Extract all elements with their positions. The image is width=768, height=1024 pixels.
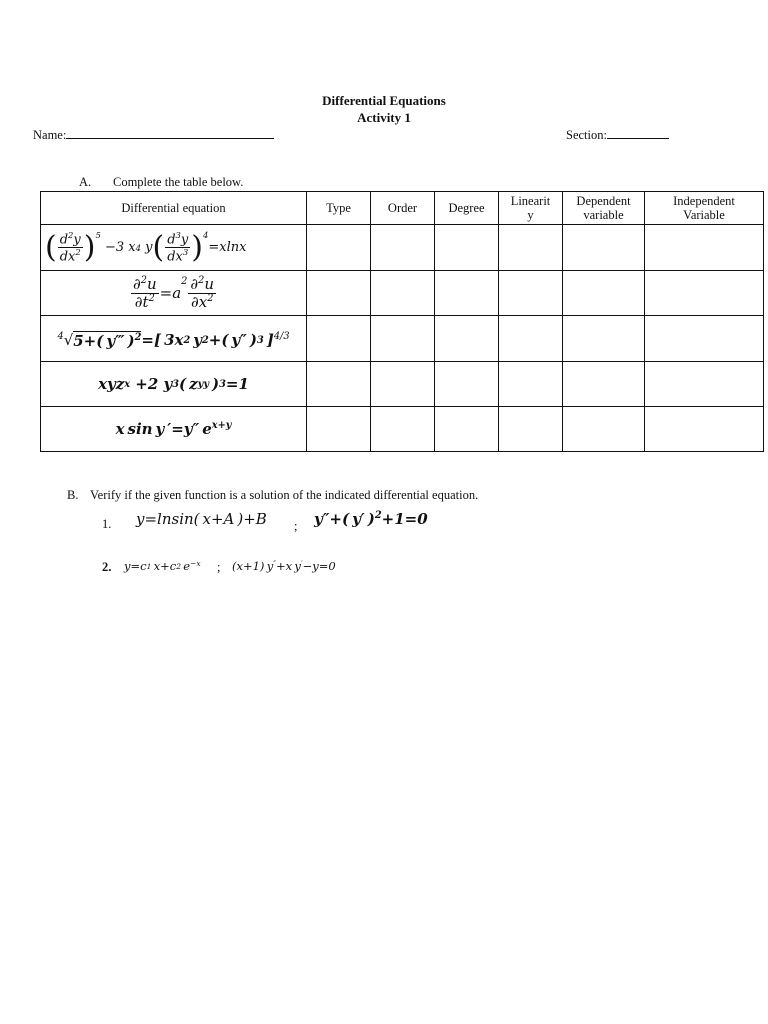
part-b-instruction: Verify if the given function is a solution of the indicated differential equation. xyxy=(90,488,479,502)
dependent-variable-cell[interactable] xyxy=(563,271,645,316)
equation-3: 4 √ 5+( y‴ )$^2$ =[ 3x 2 y 2 +( y″ ) 3 ] $^{4/3}$ xyxy=(57,330,290,350)
type-cell[interactable] xyxy=(307,407,371,452)
linearity-cell[interactable] xyxy=(499,271,563,316)
section-field xyxy=(566,126,669,143)
part-b-label: B. xyxy=(67,488,79,502)
equation-4: xyz x +2 y 3 ( z yy ) 3 =1 xyxy=(98,375,249,393)
header-type: Type xyxy=(307,192,371,225)
equation-cell xyxy=(41,362,307,407)
equation-1: ( $\frac{d^2y}{dx^2}$ ) $^5$ −3 x 4 y ( $\frac{d^3y}{dx^3}$ ) $^4$ =xlnx xyxy=(45,230,247,265)
table-row xyxy=(41,316,764,362)
name-label: Name: xyxy=(33,128,67,142)
header-degree: Degree xyxy=(435,192,499,225)
header-order: Order xyxy=(371,192,435,225)
linearity-cell[interactable] xyxy=(499,316,563,362)
section-label: Section: xyxy=(566,128,607,142)
type-cell[interactable] xyxy=(307,225,371,271)
item-1-equation: y″+( y′ ) 2 +1=0 xyxy=(314,510,428,528)
part-a-instruction: Complete the table below. xyxy=(113,175,244,189)
equation-cell xyxy=(41,225,307,271)
table-header-row xyxy=(41,192,764,225)
independent-variable-cell[interactable] xyxy=(645,225,764,271)
type-cell[interactable] xyxy=(307,362,371,407)
item-2-separator: ; xyxy=(217,560,221,574)
degree-cell[interactable] xyxy=(435,407,499,452)
type-cell[interactable] xyxy=(307,316,371,362)
independent-variable-cell[interactable] xyxy=(645,362,764,407)
header-differential-equation: Differential equation xyxy=(41,192,307,225)
document-title: Differential Equations xyxy=(322,93,446,108)
independent-variable-cell[interactable] xyxy=(645,316,764,362)
dependent-variable-cell[interactable] xyxy=(563,407,645,452)
header-linearity: Linearit y xyxy=(499,192,563,225)
equation-cell xyxy=(41,271,307,316)
table-row xyxy=(41,407,764,452)
order-cell[interactable] xyxy=(371,225,435,271)
table-row xyxy=(41,225,764,271)
degree-cell[interactable] xyxy=(435,271,499,316)
order-cell[interactable] xyxy=(371,316,435,362)
item-1-separator: ; xyxy=(294,519,298,533)
item-2-equation: (x+1) y ″ +x y ′ −y=0 xyxy=(232,559,336,573)
item-2-function: y=c 1 x+c 2 e $^{-x}$ xyxy=(124,559,201,573)
order-cell[interactable] xyxy=(371,407,435,452)
equation-2: $\frac{\partial^2u}{\partial t^2}$ =a $^2$ $\frac{\partial^2u}{\partial x^2}$ xyxy=(132,274,215,311)
dependent-variable-cell[interactable] xyxy=(563,316,645,362)
linearity-cell[interactable] xyxy=(499,362,563,407)
linearity-cell[interactable] xyxy=(499,225,563,271)
header-independent-variable: Independent Variable xyxy=(645,192,764,225)
degree-cell[interactable] xyxy=(435,225,499,271)
table-row xyxy=(41,271,764,316)
item-2-number: 2. xyxy=(102,560,112,574)
equation-cell xyxy=(41,407,307,452)
independent-variable-cell[interactable] xyxy=(645,407,764,452)
name-field xyxy=(33,126,274,143)
independent-variable-cell[interactable] xyxy=(645,271,764,316)
item-1-function: y=lnsin( x+A )+B xyxy=(136,510,267,528)
item-1-number: 1. xyxy=(102,517,112,531)
type-cell[interactable] xyxy=(307,271,371,316)
order-cell[interactable] xyxy=(371,271,435,316)
degree-cell[interactable] xyxy=(435,316,499,362)
classification-table xyxy=(40,191,764,452)
degree-cell[interactable] xyxy=(435,362,499,407)
part-a-label: A. xyxy=(79,175,92,189)
equation-cell xyxy=(41,316,307,362)
table-row xyxy=(41,362,764,407)
linearity-cell[interactable] xyxy=(499,407,563,452)
equation-5: x sin y ′=y″ e x+y xyxy=(115,420,232,438)
section-blank xyxy=(607,126,669,139)
dependent-variable-cell[interactable] xyxy=(563,225,645,271)
header-dependent-variable: Dependent variable xyxy=(563,192,645,225)
order-cell[interactable] xyxy=(371,362,435,407)
document-subtitle: Activity 1 xyxy=(357,110,411,125)
name-blank xyxy=(66,126,274,139)
dependent-variable-cell[interactable] xyxy=(563,362,645,407)
